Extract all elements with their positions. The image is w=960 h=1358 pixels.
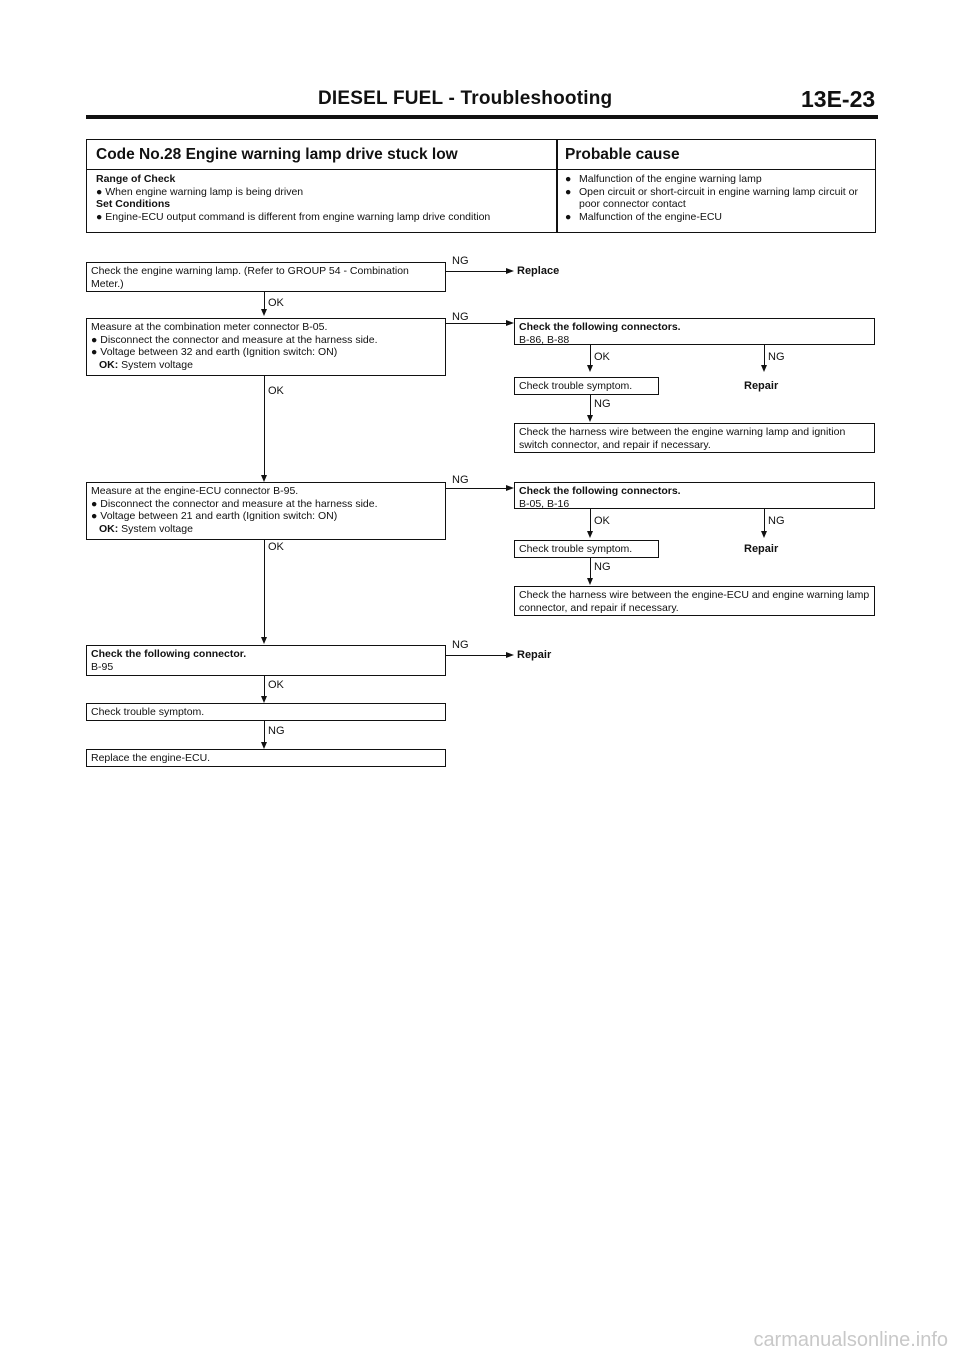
- step3-ng-line: [446, 488, 508, 489]
- arrow-right-icon: [506, 652, 514, 658]
- repair-text: Repair: [744, 380, 779, 392]
- range-item: When engine warning lamp is being driven: [105, 185, 304, 198]
- range-and-conditions: Range of Check ● When engine warning lamp is being driven Set Conditions ● Engine-ECU output command is different from engine warning lamp drive condition: [96, 173, 491, 223]
- cause-item: Malfunction of the engine warning lamp: [579, 173, 762, 185]
- step4-connector: B-95: [91, 660, 114, 673]
- step4-box: [86, 645, 446, 676]
- branch2-harness: Check the harness wire between the engine warning lamp and ignition switch connector, and repair if necessary.: [519, 426, 846, 451]
- arrow-down-icon: [761, 365, 767, 372]
- connector-line: [764, 509, 765, 532]
- page-number: 13E-23: [801, 86, 876, 112]
- arrow-right-icon: [506, 268, 514, 274]
- ng-label: NG: [452, 639, 469, 651]
- step1-box: [86, 262, 446, 292]
- ng-label: NG: [768, 351, 785, 363]
- info-divider-vertical: [556, 140, 558, 232]
- arrow-down-icon: [261, 637, 267, 644]
- set-heading: Set Conditions: [96, 198, 171, 210]
- step3-title: Measure at the engine-ECU connector B-95.: [91, 485, 299, 497]
- step1-ng-line: [446, 271, 508, 272]
- connector-line: [264, 721, 265, 743]
- ok-criteria-label: OK:: [99, 522, 119, 535]
- ok-label: OK: [268, 297, 284, 309]
- arrow-right-icon: [506, 320, 514, 326]
- page-title: DIESEL FUEL - Troubleshooting: [318, 88, 613, 109]
- branch2-symptom: Check trouble symptom.: [519, 380, 633, 392]
- range-heading: Range of Check: [96, 173, 176, 185]
- arrow-down-icon: [587, 531, 593, 538]
- step1-text: Check the engine warning lamp. (Refer to GROUP 54 - Combination Meter.): [91, 265, 409, 290]
- ng-label: NG: [452, 311, 469, 323]
- info-divider-horizontal: [87, 169, 875, 170]
- branch3-title: Check the following connectors.: [519, 485, 681, 497]
- ng-label: NG: [452, 474, 469, 486]
- step4-ng-line: [446, 655, 508, 656]
- ok-label: OK: [268, 385, 284, 397]
- ok-criteria-value: System voltage: [121, 522, 193, 535]
- step3-item: Voltage between 21 and earth (Ignition switch: ON): [100, 510, 338, 522]
- ok-label: OK: [594, 515, 610, 527]
- connector-line: [590, 345, 591, 366]
- branch2-connector-box: [514, 318, 875, 345]
- replace-text: Replace: [517, 265, 560, 277]
- final-box: [86, 749, 446, 767]
- branch3-connector-box: [514, 482, 875, 509]
- step4-symptom: Check trouble symptom.: [91, 706, 205, 718]
- branch3-harness-box: [514, 586, 875, 616]
- connector-line: [764, 345, 765, 366]
- repair-text: Repair: [744, 543, 779, 555]
- arrow-down-icon: [587, 578, 593, 585]
- step2-ng-line: [446, 323, 508, 324]
- cause-title: Probable cause: [565, 146, 680, 163]
- final-text: Replace the engine-ECU.: [91, 752, 211, 764]
- ok-label: OK: [594, 351, 610, 363]
- repair-text: Repair: [517, 649, 552, 661]
- ok-criteria-value: System voltage: [121, 358, 193, 371]
- connector-line: [264, 292, 265, 310]
- step3-item: Disconnect the connector and measure at the harness side.: [100, 497, 378, 510]
- ng-label: NG: [768, 515, 785, 527]
- code-info-box: [86, 139, 876, 233]
- branch2-title: Check the following connectors.: [519, 321, 681, 333]
- step2-box: Measure at the combination meter connector B-05. ● Disconnect the connector and measure at the harness side. ● Voltage between 32 and earth (Ignition switch: ON) OK: System voltage: [86, 318, 446, 376]
- step2-item: Voltage between 32 and earth (Ignition switch: ON): [100, 346, 338, 358]
- arrow-down-icon: [261, 309, 267, 316]
- ng-label: NG: [594, 561, 611, 573]
- step4-title: Check the following connector.: [91, 648, 247, 660]
- connector-line: [590, 509, 591, 532]
- ok-criteria-label: OK:: [99, 358, 119, 371]
- branch2-harness-box: [514, 423, 875, 453]
- step2-title: Measure at the combination meter connector B-05.: [91, 321, 328, 333]
- connector-line: [264, 676, 265, 697]
- arrow-down-icon: [587, 415, 593, 422]
- arrow-down-icon: [761, 531, 767, 538]
- branch2-symptom-box: [514, 377, 659, 395]
- ok-label: OK: [268, 679, 284, 691]
- branch3-symptom-box: [514, 540, 659, 558]
- connector-line: [590, 395, 591, 416]
- cause-item: Open circuit or short-circuit in engine warning lamp circuit or poor connector contact: [579, 185, 858, 210]
- arrow-right-icon: [506, 485, 514, 491]
- arrow-down-icon: [261, 742, 267, 749]
- step4-symptom-box: [86, 703, 446, 721]
- watermark[interactable]: carmanualsonline.info: [753, 1329, 948, 1351]
- header-rule: [86, 115, 878, 119]
- step3-box: Measure at the engine-ECU connector B-95. ● Disconnect the connector and measure at the harness side. ● Voltage between 21 and earth (Ignition switch: ON) OK: System voltage: [86, 482, 446, 540]
- connector-line: [264, 376, 265, 476]
- branch2-connectors: B-86, B-88: [519, 333, 570, 346]
- arrow-down-icon: [261, 475, 267, 482]
- code-title: Code No.28 Engine warning lamp drive stuck low: [96, 146, 458, 163]
- branch3-connectors: B-05, B-16: [519, 497, 570, 510]
- connector-line: [264, 540, 265, 638]
- arrow-down-icon: [587, 365, 593, 372]
- probable-causes: ● Malfunction of the engine warning lamp ● Open circuit or short-circuit in engine warning lamp circuit or poor connector contact ● Malfunction of the engine-ECU: [565, 173, 870, 223]
- branch3-harness: Check the harness wire between the engine-ECU and engine warning lamp connector, and repair if necessary.: [519, 589, 870, 614]
- connector-line: [590, 558, 591, 579]
- branch3-symptom: Check trouble symptom.: [519, 543, 633, 555]
- step2-item: Disconnect the connector and measure at the harness side.: [100, 333, 378, 346]
- ng-label: NG: [452, 255, 469, 267]
- ng-label: NG: [268, 725, 285, 737]
- set-item: Engine-ECU output command is different from engine warning lamp drive condition: [105, 210, 491, 223]
- arrow-down-icon: [261, 696, 267, 703]
- ok-label: OK: [268, 541, 284, 553]
- ng-label: NG: [594, 398, 611, 410]
- cause-item: Malfunction of the engine-ECU: [579, 210, 722, 223]
